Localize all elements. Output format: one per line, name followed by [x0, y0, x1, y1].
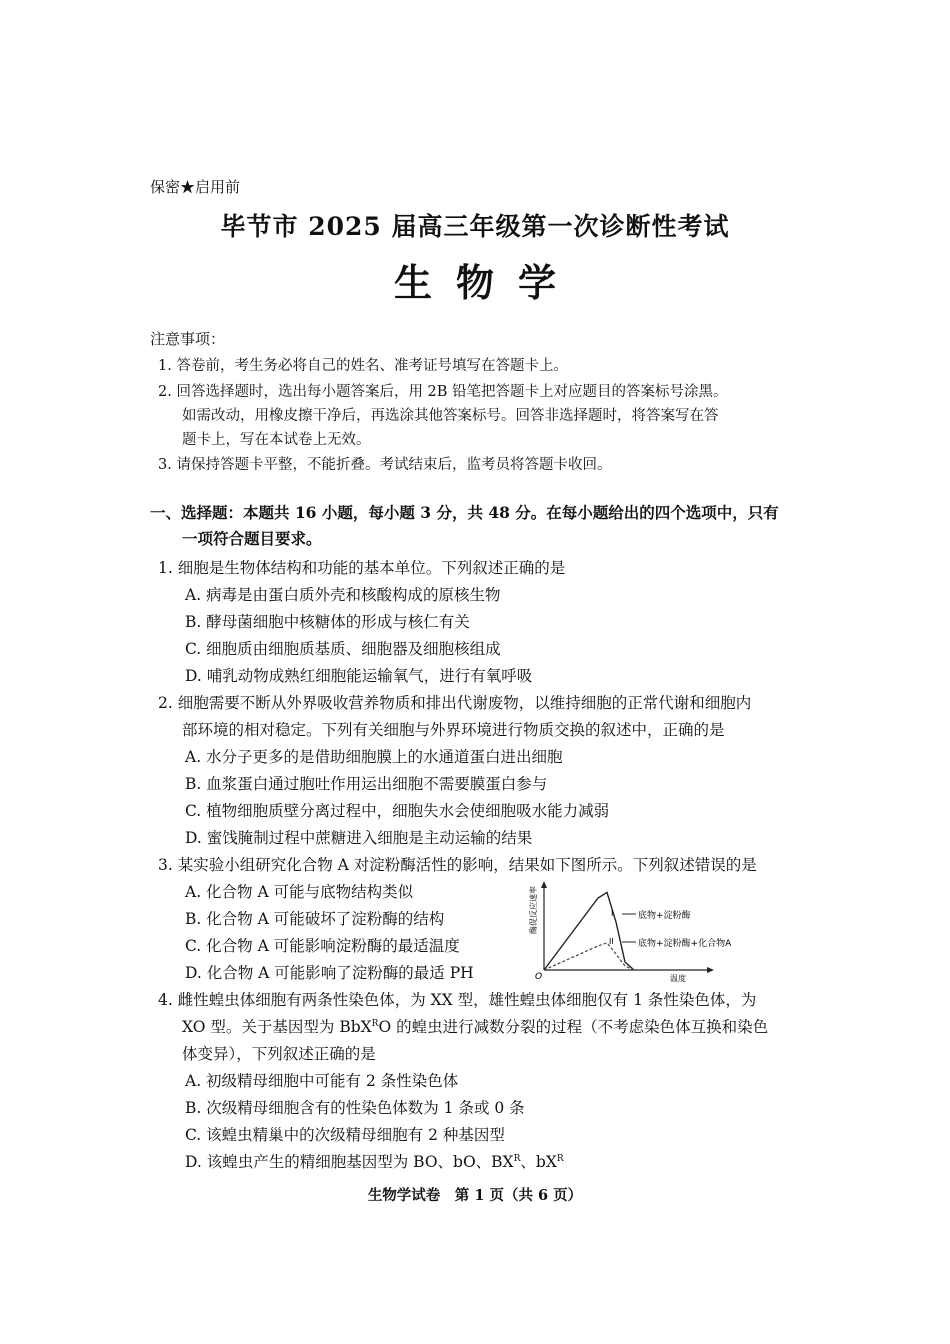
question-3-option-d: D. 化合物 A 可能影响了淀粉酶的最适 PH: [185, 964, 474, 982]
series-marker-ii: II: [609, 937, 614, 946]
question-2-option-c: C. 植物细胞质壁分离过程中，细胞失水会使细胞吸水能力减弱: [185, 802, 610, 820]
section-heading: 一、选择题：本题共 16 小题，每小题 3 分，共 48 分。在每小题给出的四个选项中，只有: [150, 503, 779, 522]
exam-title: 毕节市 2025 届高三年级第一次诊断性考试: [220, 212, 730, 241]
y-axis-label: 酶促反应速率: [529, 886, 538, 934]
question-2-option-b: B. 血浆蛋白通过胞吐作用运出细胞不需要膜蛋白参与: [185, 775, 548, 793]
notes-heading: 注意事项：: [150, 330, 226, 348]
question-3-option-b: B. 化合物 A 可能破坏了淀粉酶的结构: [185, 910, 445, 928]
question-1-option-d: D. 哺乳动物成熟红细胞能运输氧气，进行有氧呼吸: [185, 667, 533, 685]
origin-label: O: [535, 972, 543, 982]
note-item: 1. 答卷前，考生务必将自己的姓名、准考证号填写在答题卡上。: [158, 358, 568, 374]
legend-label-enzyme-compound-a: 底物+淀粉酶+化合物A: [638, 939, 732, 949]
question-1-stem: 1. 细胞是生物体结构和功能的基本单位。下列叙述正确的是: [158, 559, 566, 577]
y-axis-arrow: [541, 881, 547, 888]
note-item: 如需改动，用橡皮擦干净后，再选涂其他答案标号。回答非选择题时，将答案写在答: [182, 408, 719, 424]
series-line-enzyme: [544, 892, 634, 970]
question-1-option-b: B. 酵母菌细胞中核糖体的形成与核仁有关: [185, 613, 470, 631]
question-3-stem: 3. 某实验小组研究化合物 A 对淀粉酶活性的影响，结果如下图所示。下列叙述错误的是: [158, 856, 757, 874]
series-marker-i: I: [611, 909, 614, 918]
question-4-stem-cont2: 体变异），下列叙述正确的是: [182, 1045, 376, 1063]
question-2-option-d: D. 蜜饯腌制过程中蔗糖进入细胞是主动运输的结果: [185, 829, 533, 847]
page-footer: 生物学试卷 第 1 页（共 6 页）: [367, 1187, 583, 1204]
question-2-stem-cont: 部环境的相对稳定。下列有关细胞与外界环境进行物质交换的叙述中，正确的是: [182, 721, 725, 739]
question-4-stem-cont: XO 型。关于基因型为 BbX$^R$O 的蝗虫进行减数分裂的过程（不考虑染色体互换和染色: [182, 1018, 769, 1036]
series-line-enzyme-compound-a: [544, 943, 634, 970]
question-1-option-c: C. 细胞质由细胞质基质、细胞器及细胞核组成: [185, 640, 501, 658]
legend-label-enzyme: 底物+淀粉酶: [638, 911, 691, 921]
section-heading-cont: 一项符合题目要求。: [182, 529, 322, 548]
question-4-option-c: C. 该蝗虫精巢中的次级精母细胞有 2 种基因型: [185, 1126, 505, 1144]
question-3-option-c: C. 化合物 A 可能影响淀粉酶的最适温度: [185, 937, 460, 955]
question-4-option-a: A. 初级精母细胞中可能有 2 条性染色体: [185, 1072, 459, 1090]
x-axis-arrow: [707, 967, 714, 973]
enzyme-activity-chart: [520, 878, 780, 983]
confidential-label: 保密★启用前: [150, 178, 241, 196]
question-1-option-a: A. 病毒是由蛋白质外壳和核酸构成的原核生物: [185, 586, 501, 604]
question-4-option-b: B. 次级精母细胞含有的性染色体数为 1 条或 0 条: [185, 1099, 525, 1117]
question-4-option-d: D. 该蝗虫产生的精细胞基因型为 BO、bO、$BX^R$、$bX^R$: [185, 1153, 564, 1171]
question-3-option-a: A. 化合物 A 可能与底物结构类似: [185, 883, 414, 901]
question-2-stem: 2. 细胞需要不断从外界吸收营养物质和排出代谢废物，以维持细胞的正常代谢和细胞内: [158, 694, 752, 712]
x-axis-label: 温度: [670, 974, 686, 983]
note-item: 2. 回答选择题时，选出每小题答案后，用 2B 铅笔把答题卡上对应题目的答案标号涂黑。: [158, 384, 728, 400]
note-item: 3. 请保持答题卡平整，不能折叠。考试结束后，监考员将答题卡收回。: [158, 457, 612, 473]
subject-title: 生物学: [393, 260, 580, 305]
question-4-stem: 4. 雌性蝗虫体细胞有两条性染色体，为 XX 型，雄性蝗虫体细胞仅有 1 条性染色体，为: [158, 991, 757, 1009]
note-item: 题卡上，写在本试卷上无效。: [182, 432, 371, 448]
question-2-option-a: A. 水分子更多的是借助细胞膜上的水通道蛋白进出细胞: [185, 748, 563, 766]
